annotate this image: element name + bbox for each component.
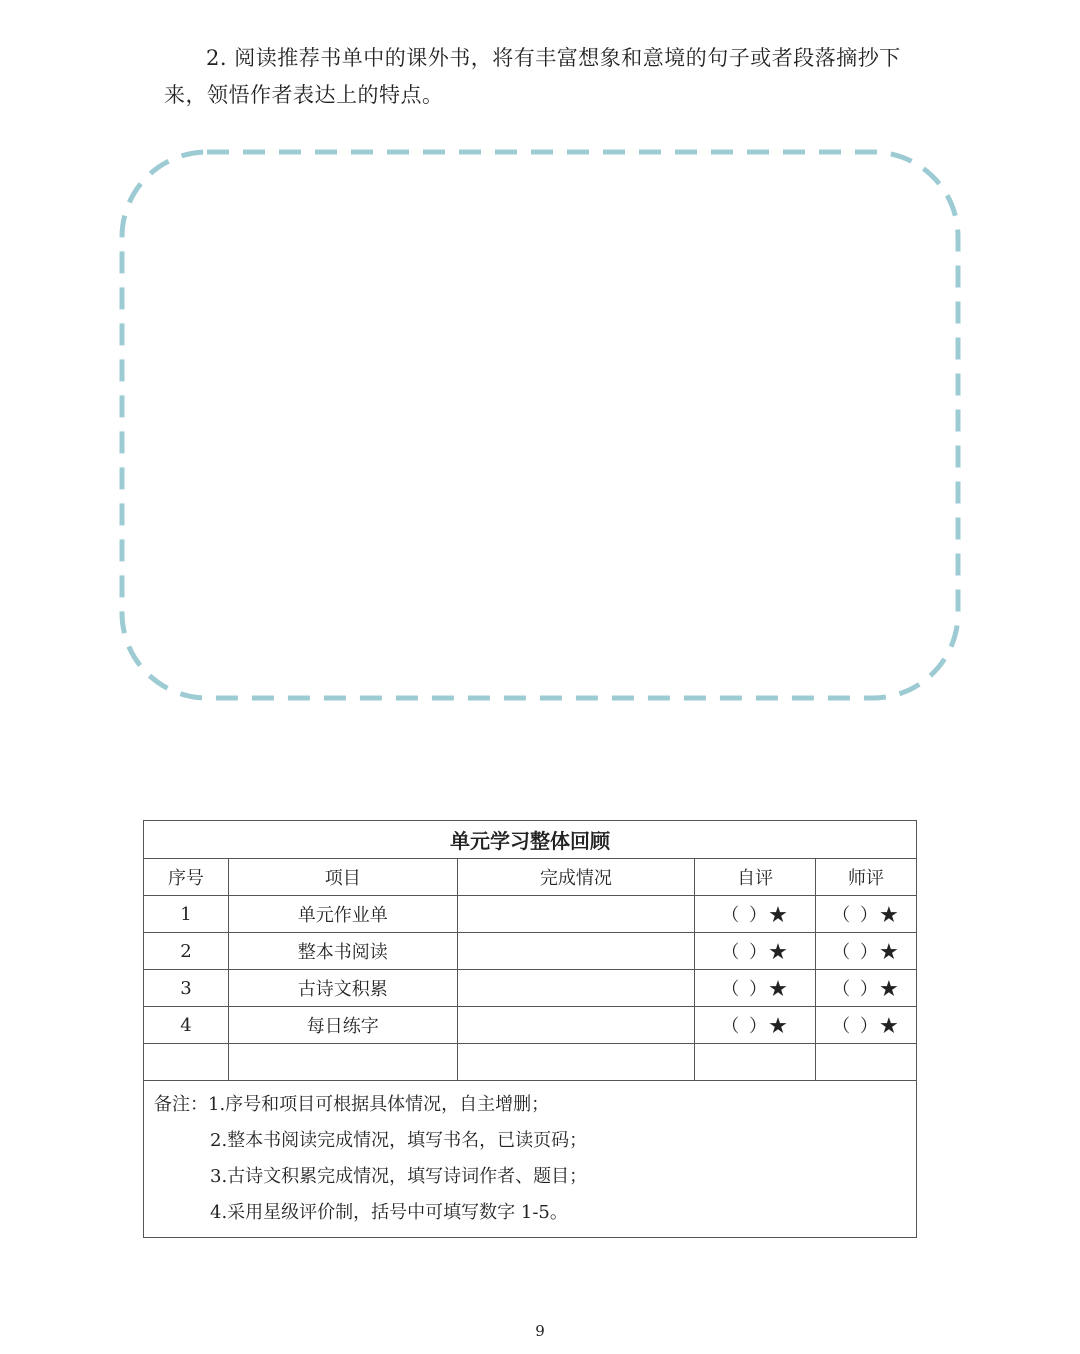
dashed-border [122, 152, 958, 698]
header-status: 完成情况 [457, 859, 695, 896]
note-line-3: 3.古诗文积累完成情况，填写诗词作者、题目； [210, 1166, 588, 1187]
excerpt-writing-area[interactable] [118, 148, 964, 706]
instruction-line-1: 2. 阅读推荐书单中的课外书，将有丰富想象和意境的句子或者段落摘抄下 [206, 46, 901, 70]
header-self-eval: 自评 [695, 859, 816, 896]
row-no: 1 [144, 896, 229, 933]
empty-cell[interactable] [457, 1044, 695, 1081]
row-status-cell[interactable] [457, 933, 695, 970]
row-item: 整本书阅读 [228, 933, 457, 970]
self-rating[interactable]: （ ）★ [695, 896, 816, 933]
teacher-rating[interactable]: （ ）★ [816, 970, 917, 1007]
row-status-cell[interactable] [457, 896, 695, 933]
note-line-2: 2.整本书阅读完成情况，填写书名，已读页码； [210, 1130, 588, 1151]
header-teacher-eval: 师评 [816, 859, 917, 896]
instruction-line-2: 来，领悟作者表达上的特点。 [164, 83, 444, 107]
note-line-4: 4.采用星级评价制，括号中可填写数字 1-5。 [210, 1202, 568, 1223]
row-no: 3 [144, 970, 229, 1007]
note-line-1: 备注：1.序号和项目可根据具体情况，自主增删； [154, 1094, 550, 1115]
table-title: 单元学习整体回顾 [144, 821, 917, 859]
row-no: 4 [144, 1007, 229, 1044]
row-status-cell[interactable] [457, 1007, 695, 1044]
row-item: 古诗文积累 [228, 970, 457, 1007]
teacher-rating[interactable]: （ ）★ [816, 933, 917, 970]
table-row-empty [144, 1044, 917, 1081]
row-status-cell[interactable] [457, 970, 695, 1007]
table-notes-row [144, 1081, 917, 1238]
page-number: 9 [535, 1322, 545, 1340]
self-rating[interactable]: （ ）★ [695, 970, 816, 1007]
teacher-rating[interactable]: （ ）★ [816, 1007, 917, 1044]
row-item: 单元作业单 [228, 896, 457, 933]
teacher-rating[interactable]: （ ）★ [816, 896, 917, 933]
row-no: 2 [144, 933, 229, 970]
instruction-text [164, 40, 924, 114]
empty-cell[interactable] [228, 1044, 457, 1081]
empty-cell[interactable] [144, 1044, 229, 1081]
header-no: 序号 [144, 859, 229, 896]
table-header-row [144, 859, 917, 896]
table-row [144, 970, 917, 1007]
notes-cell [144, 1081, 917, 1238]
table-title-row [144, 821, 917, 859]
table-row [144, 933, 917, 970]
table-row [144, 1007, 917, 1044]
row-item: 每日练字 [228, 1007, 457, 1044]
self-rating[interactable]: （ ）★ [695, 933, 816, 970]
header-item: 项目 [228, 859, 457, 896]
unit-review-table [143, 820, 917, 1238]
table-row [144, 896, 917, 933]
empty-cell[interactable] [816, 1044, 917, 1081]
self-rating[interactable]: （ ）★ [695, 1007, 816, 1044]
empty-cell[interactable] [695, 1044, 816, 1081]
